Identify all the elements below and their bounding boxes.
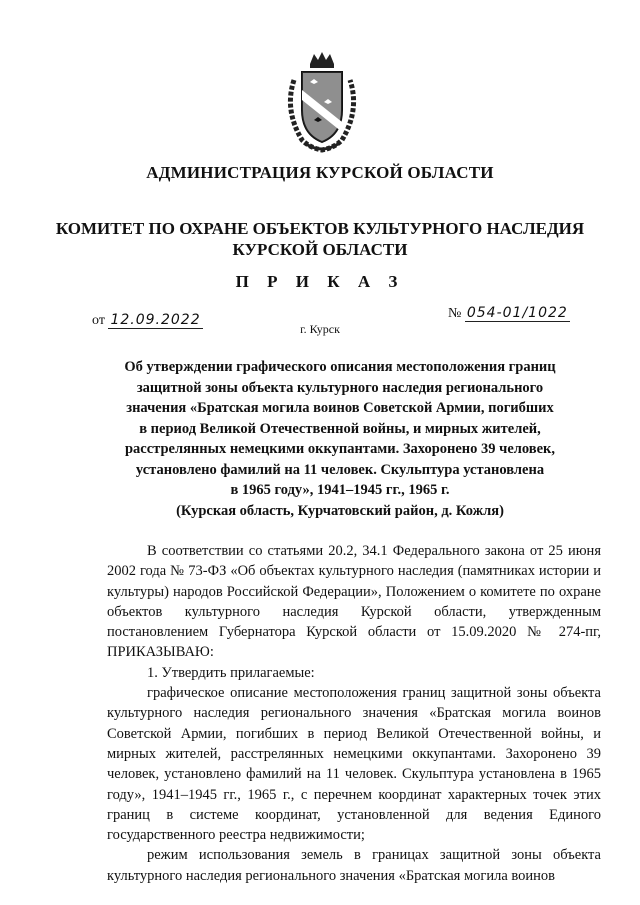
subject-line: (Курская область, Курчатовский район, д. Кожля) [176, 502, 504, 519]
order-title: П Р И К А З [235, 272, 405, 291]
city: г. Курск [300, 322, 340, 336]
committee-title [0, 218, 640, 260]
body-paragraph: В соответствии со статьями 20.2, 34.1 Федерального закона от 25 июня 2002 года № 73-ФЗ «Об объектах культурного наследия (памятниках истории и культуры) народов Российской Федерации», Положением о комитете по охране объектов культурного наследия Курской области, утвержденным постановлением Губернатора Курской области от 15.09.2020 № 274-пг, ПРИКАЗЫВАЮ: [107, 543, 601, 661]
body-paragraph: режим использования земель в границах защитной зоны объекта культурного наследия регионального значения «Братская могила воинов [107, 847, 601, 884]
coat-of-arms-icon [280, 50, 364, 154]
subject-line: расстрелянных немецкими оккупантами. Захоронено 39 человек, [124, 441, 556, 457]
committee-title-line2: КУРСКОЙ ОБЛАСТИ [232, 240, 408, 259]
body-paragraph: 1. Утвердить прилагаемые: [147, 664, 315, 681]
order-number [448, 305, 570, 322]
order-subject [100, 357, 580, 521]
subject-line: в 1965 году», 1941–1945 гг., 1965 г. [230, 482, 450, 498]
date-prefix: от [92, 313, 105, 328]
subject-line: Об утверждении графического описания местоположения границ [124, 359, 556, 375]
number-value: 054-01/1022 [466, 305, 568, 321]
subject-line: в период Великой Отечественной войны, и мирных жителей, [139, 420, 541, 437]
subject-line: защитной зоны объекта культурного наследия регионального [136, 379, 544, 396]
committee-title-line1: КОМИТЕТ ПО ОХРАНЕ ОБЪЕКТОВ КУЛЬТУРНОГО НАСЛЕДИЯ [55, 219, 585, 238]
subject-line: значения «Братская могила воинов Советской Армии, погибших [126, 400, 554, 416]
administration-title: АДМИНИСТРАЦИЯ КУРСКОЙ ОБЛАСТИ [146, 163, 494, 182]
subject-line: установлено фамилий на 11 человек. Скульптура установлена [135, 461, 545, 478]
date-value: 12.09.2022 [110, 312, 201, 328]
body-paragraph: графическое описание местоположения границ защитной зоны объекта культурного наследия регионального значения «Братская могила воинов Советской Армии, погибших в период Великой Отечественной войны, и мирных жителей, расстрелянных немецкими оккупантами. Захоронено 39 человек, установлено фамилий на 11 человек. Скульптура установлена в 1965 году», 1941–1945 гг., 1965 г., с перечнем координат характерных точек этих границ в системе координат, установленной для ведения Единого государственного реестра недвижимости; [107, 685, 601, 844]
number-prefix: № [448, 306, 462, 321]
order-body [107, 541, 601, 886]
